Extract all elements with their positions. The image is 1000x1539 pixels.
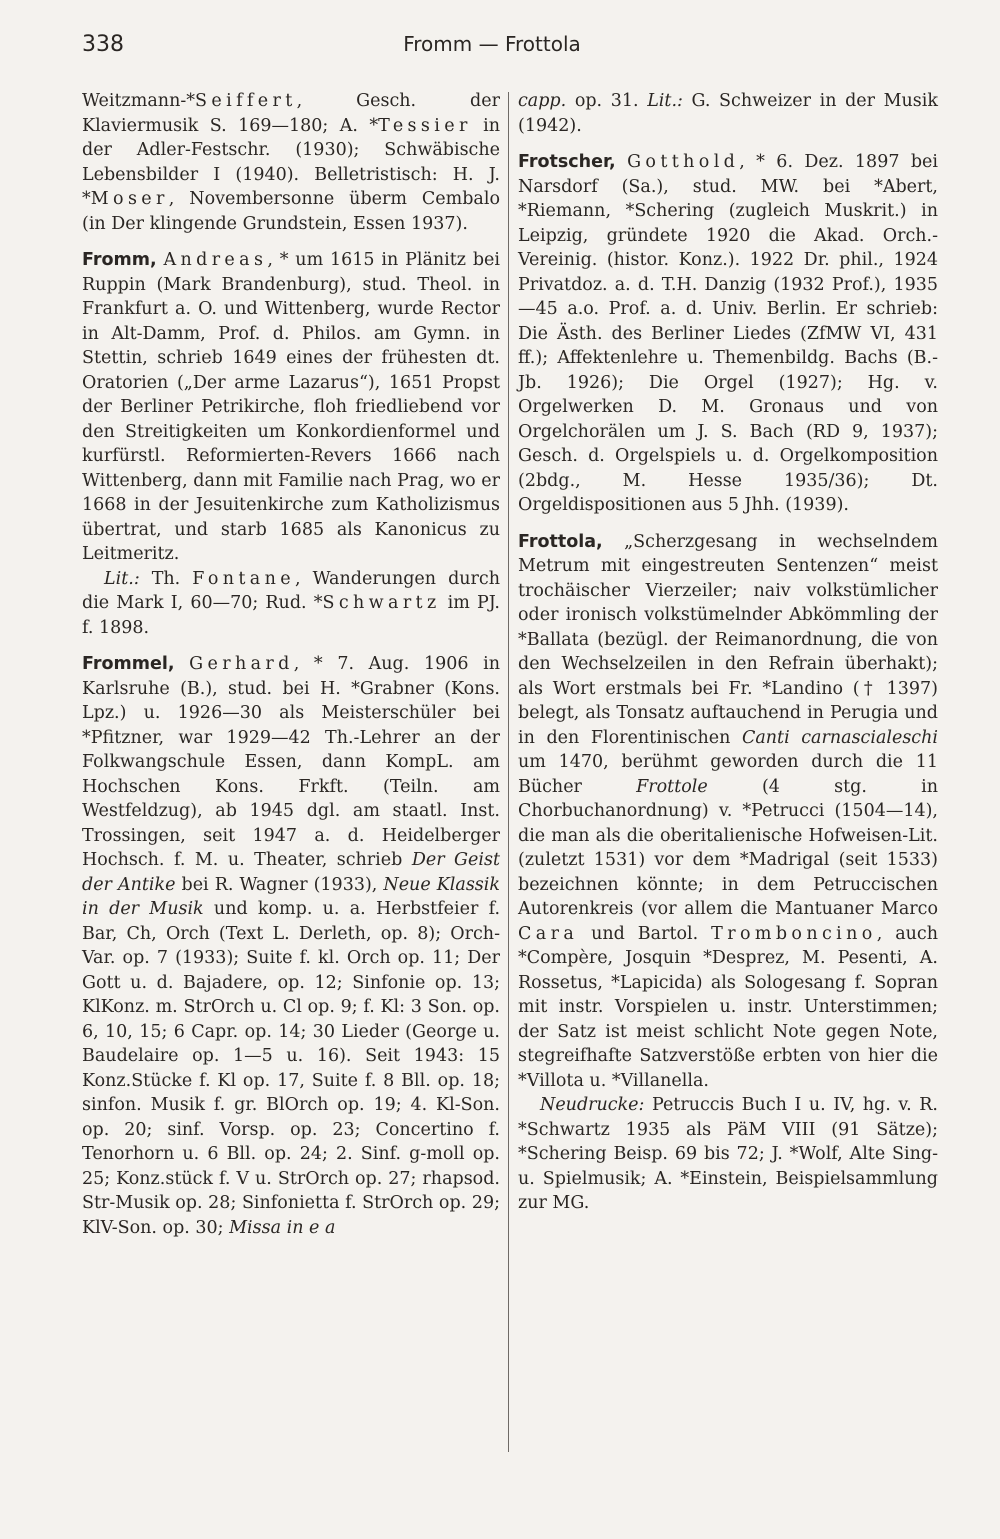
work-title: Missa in e a [229, 1217, 336, 1238]
page-header [82, 32, 902, 68]
left-column [82, 89, 500, 1240]
work-title: Der Geist der Antike [82, 850, 500, 895]
spaced-name: Fontane [192, 568, 295, 589]
entry-frotscher: Frotscher, Gotthold, * 6. Dez. 1897 bei Narsdorf (Sa.), stud. MW. bei *Abert, *Riemann, *Schering (zugleich Muskrit.) in Leipzig, gründete 1920 die Akad. Orch.-Vereinig. (histor. Konz.). 1922 Dr. phil., 1924 Privatdoz. a. d. T.H. Danzig (1932 Prof.), 1935—45 a.o. Prof. a. d. Univ. Berlin. Er schrieb: Die Ästh. des Berliner Liedes (ZfMW VI, 431 ff.); Affektenlehre u. Themenbildg. Bachs (B.-Jb. 1926); Die Orgel (1927); Hg. v. Orgelwerken D. M. Gronaus und von Orgelchorälen um J. S. Bach (RD 9, 1937); Gesch. d. Orgelspiels u. d. Orgelkomposition (2bdg., M. Hesse 1935/36); Dt. Orgeldispositionen aus 5 Jhh. (1939). [518, 152, 938, 515]
entry-continuation-seiffert: Weitzmann-*Seiffert, Gesch. der Klaviermusik S. 169—180; A. *Tessier in der Adler-Festschr. (1930); Schwäbische Lebensbilder I (1940). Belletristisch: H. J. *Moser, Novembersonne überm Cembalo (in Der klingende Grundstein, Essen 1937). [82, 91, 500, 234]
headword-frotscher: Frotscher, [518, 152, 616, 172]
entry-fromm: Fromm, Andreas, * um 1615 in Plänitz bei Ruppin (Mark Brandenburg), stud. Theol. in Frankfurt a. O. und Wittenberg, wurde Rector in Alt-Damm, Prof. d. Philos. am Gymn. in Stettin, schrieb 1649 eines der frühesten dt. Oratorien („Der arme Lazarus“), 1651 Propst der Berliner Petrikirche, floh friedliebend vor den Streitigkeiten um Konkordienformel und kurfürstl. Reformierten-Revers 1666 nach Wittenberg, dann mit Familie nach Prag, wo er 1668 in der Jesuitenkirche zum Katholizismus übertrat, und starb 1685 als Kanonicus zu Leitmeritz. [82, 250, 500, 564]
work-title: Neue Klassik in der Musik [82, 874, 500, 919]
entry-continuation-frommel: capp. op. 31. Lit.: G. Schweizer in der Musik (1942). [518, 91, 938, 136]
running-head: Fromm — Frottola [403, 32, 581, 56]
work-title: Frottole [636, 776, 708, 797]
spaced-name: Schwartz [322, 593, 441, 613]
headword-frottola: Frottola, [518, 531, 603, 552]
right-column [518, 89, 938, 1216]
spaced-name: Tromboncino [711, 923, 877, 944]
entry-frottola: Frottola, „Scherzgesang in wechselndem Metrum mit eingestreuten Sentenzen“ meist trochäischer Vierzeiler; naiv volkstümlicher oder ironisch volkstümelnder Abkömmling der *Ballata (bezügl. der Reimanordnung, die von den Wechselzeilen in den Refrain überhakt); als Wort erstmals bei Fr. *Landino († 1397) belegt, als Tonsatz auftauchend in Perugia und in den Florentinischen Canti carnascialeschi um 1470, berühmt geworden durch die 11 Bücher Frottole (4 stg. in Chorbuchanordnung) v. *Petrucci (1504—14), die man als die oberitalienische Hofweisen-Lit. (zuletzt 1531) vor dem *Madrigal (seit 1533) bezeichnen könnte; in dem Petruccischen Autorenkreis (vor allem die Mantuaner Marco Cara und Bartol. Tromboncino, auch *Compère, Josquin *Desprez, M. Pesenti, A. Rossetus, *Lapicida) als Sologesang f. Sopran mit instr. Vorspielen u. instr. Unterstimmen; der Satz ist meist schlicht Note gegen Note, stegreifhafte Satzverstöße erbten von hier die *Villota u. *Villanella. [518, 531, 938, 1091]
spaced-name: Seiffert [195, 91, 297, 111]
headword-fromm: Fromm, [82, 250, 157, 270]
given-name: Gerhard [189, 654, 294, 674]
page-number: 338 [82, 32, 124, 57]
spaced-name: Moser [90, 189, 169, 209]
given-name: Gotthold [627, 152, 740, 172]
given-name: Andreas [163, 250, 268, 270]
entry-frommel: Frommel, Gerhard, * 7. Aug. 1906 in Karlsruhe (B.), stud. bei H. *Grabner (Kons. Lpz.) u. 1926—30 als Meisterschüler bei *Pfitzner, war 1929—42 Th.-Lehrer an der Folkwangschule Essen, dann KompL. am Hochschen Kons. Frkft. (Teiln. am Westfeldzug), ab 1945 dgl. am staatl. Inst. Trossingen, seit 1947 a. d. Heidelberger Hochsch. f. M. u. Theater, schrieb Der Geist der Antike bei R. Wagner (1933), Neue Klassik in der Musik und komp. u. a. Herbstfeier f. Bar, Ch, Orch (Text L. Derleth, op. 8); Orch-Var. op. 7 (1933); Suite f. kl. Orch op. 11; Der Gott u. d. Bajadere, op. 12; Sinfonie op. 13; KlKonz. m. StrOrch u. Cl op. 9; f. Kl: 3 Son. op. 6, 10, 15; 6 Capr. op. 14; 30 Lieder (George u. Baudelaire op. 1—5 u. 16). Seit 1943: 15 Konz.Stücke f. Kl op. 17, Suite f. 8 Bll. op. 18; sinfon. Musik f. gr. BlOrch op. 19; 4. Kl-Son. op. 20; sinf. Vorsp. op. 23; Concertino f. Tenorhorn u. 6 Bll. op. 24; 2. Sinf. g-moll op. 25; Konz.stück f. V u. StrOrch op. 27; rhapsod. Str-Musik op. 28; Sinfonietta f. StrOrch op. 29; KlV-Son. op. 30; Missa in e a [82, 654, 501, 1238]
spaced-name: Tessier [378, 115, 472, 136]
headword-frommel: Frommel, [82, 654, 175, 674]
literature-fromm: Lit.: Th. Fontane, Wanderungen durch die Mark I, 60—70; Rud. *Schwartz im PJ. f. 1898. [82, 568, 500, 638]
reprints-frottola: Neudrucke: Petruccis Buch I u. IV, hg. v. R. *Schwartz 1935 als PäM VIII (91 Sätze); *Schering Beisp. 69 bis 72; J. *Wolf, Alte Sing- u. Spielmusik; A. *Einstein, Beispielsammlung zur MG. [518, 1095, 938, 1213]
column-divider [508, 92, 509, 1452]
spaced-name: Cara [518, 923, 579, 944]
work-title: Canti carnascialeschi [741, 727, 938, 748]
